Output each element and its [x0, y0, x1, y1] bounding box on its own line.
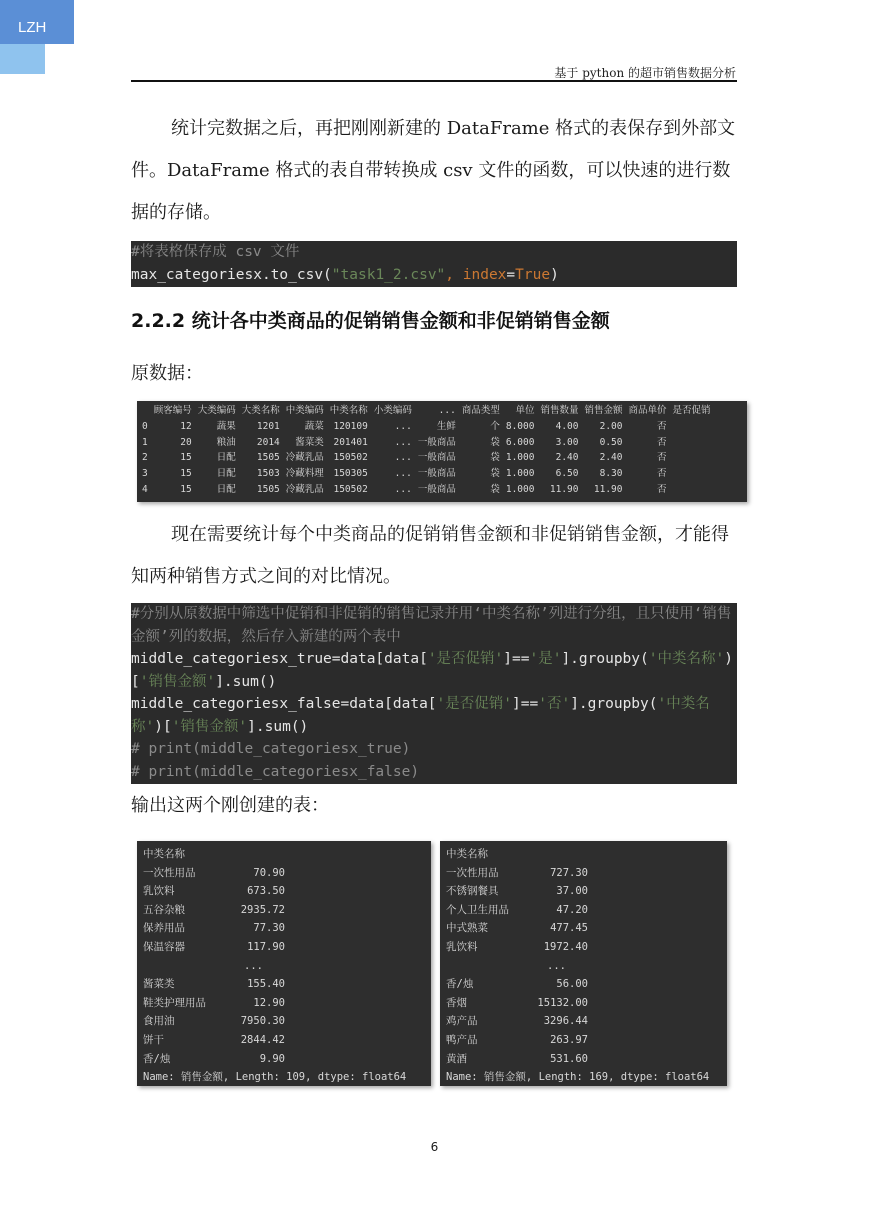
- table-cell: 120109: [333, 420, 368, 432]
- code-comment-print-true: # print(middle_categoriesx_true): [131, 741, 411, 757]
- table-cell: 12: [180, 420, 192, 432]
- series-row: [446, 1050, 721, 1069]
- raw-data-table: [137, 401, 747, 502]
- series-row: [143, 957, 425, 976]
- table-cell: 蔬菜: [304, 420, 324, 432]
- series-row: [446, 1012, 721, 1031]
- table-cell: ...: [394, 483, 412, 495]
- column-header: 中类编码: [285, 405, 324, 416]
- table-cell: 蔬果: [216, 420, 236, 432]
- code-line-true: middle_categoriesx_true=data[data['是否促销']=='是'].groupby('中类名称')['销售金额'].sum(): [131, 651, 733, 690]
- series-row: [143, 864, 425, 883]
- code-comment: #分别从原数据中筛选中促销和非促销的销售记录并用‘中类名称’列进行分组，且只使用‘销售金额’列的数据，然后存入新建的两个表中: [131, 606, 732, 645]
- table-cell: 150502: [333, 483, 368, 495]
- table-cell: 0.50: [599, 436, 623, 448]
- series-key: 一次性用品: [446, 866, 499, 879]
- table-cell: 3: [142, 468, 148, 480]
- table-cell: 一般商品: [417, 436, 456, 448]
- table-cell: 150305: [333, 468, 368, 480]
- code-line: max_categoriesx.to_csv("task1_2.csv", index=True): [131, 266, 559, 283]
- table-cell: 2.00: [599, 420, 623, 432]
- table-cell: 4: [142, 483, 148, 495]
- series-row: [446, 864, 721, 883]
- series-key: 个人卫生用品: [446, 903, 509, 916]
- table-cell: 8.000: [505, 420, 535, 432]
- table-cell: 1: [142, 436, 148, 448]
- table-body: [139, 419, 714, 498]
- column-header: 商品类型: [461, 405, 500, 416]
- table-cell: ...: [394, 420, 412, 432]
- series-row: [143, 1031, 425, 1050]
- series-value: 727.30: [550, 866, 588, 879]
- column-header: 中类名称: [329, 405, 368, 416]
- table-cell: 一般商品: [417, 483, 456, 495]
- series-value: 117.90: [247, 940, 285, 953]
- series-row: [143, 919, 425, 938]
- table-cell: 15: [180, 452, 192, 464]
- column-header: 小类编码: [373, 405, 412, 416]
- series-key: 鞋类护理用品: [143, 996, 206, 1009]
- series-key: 黄酒: [446, 1052, 467, 1065]
- table-row: [139, 482, 714, 498]
- series-value: 531.60: [550, 1052, 588, 1065]
- series-footer: Name: 销售金额, Length: 169, dtype: float64: [446, 1071, 710, 1084]
- series-key: ...: [547, 959, 566, 972]
- column-header: 大类编码: [197, 405, 236, 416]
- series-output-true: [137, 841, 431, 1086]
- table-cell: 150502: [333, 452, 368, 464]
- table-row: [139, 466, 714, 482]
- table-cell: 生鲜: [436, 420, 456, 432]
- series-value: 56.00: [556, 978, 588, 991]
- table-cell: 4.00: [555, 420, 579, 432]
- table-cell: 一般商品: [417, 452, 456, 464]
- series-key: 不锈钢餐具: [446, 885, 499, 898]
- table-cell: 6.50: [555, 468, 579, 480]
- series-key: 中式熟菜: [446, 922, 488, 935]
- series-row: [143, 1050, 425, 1069]
- table-cell: 1.000: [505, 483, 535, 495]
- logo-accent: [0, 44, 45, 74]
- column-header: 顾客编号: [153, 405, 192, 416]
- series-output-false: [440, 841, 727, 1086]
- table-cell: 6.000: [505, 436, 535, 448]
- series-row: [446, 975, 721, 994]
- table-cell: 1503: [256, 468, 280, 480]
- series-value: 77.30: [253, 922, 285, 935]
- series-row: [143, 1012, 425, 1031]
- section-heading: 2.2.2 统计各中类商品的促销销售金额和非促销销售金额: [131, 310, 610, 332]
- table-cell: 20: [180, 436, 192, 448]
- series-row: [446, 901, 721, 920]
- series-header: 中类名称: [143, 848, 185, 860]
- code-comment-print-false: # print(middle_categoriesx_false): [131, 763, 420, 780]
- table-cell: 个: [490, 420, 500, 432]
- column-header: 商品单价: [628, 405, 667, 416]
- series-key: 酱菜类: [143, 978, 175, 991]
- table-cell: 粮油: [216, 436, 236, 448]
- series-key: 五谷杂粮: [143, 903, 185, 916]
- series-value: 37.00: [556, 885, 588, 898]
- series-row: [143, 994, 425, 1013]
- page-number: 6: [430, 1140, 439, 1154]
- table-cell: 8.30: [599, 468, 623, 480]
- series-row: [446, 1031, 721, 1050]
- series-row: [446, 938, 721, 957]
- series-key: 食用油: [143, 1015, 175, 1028]
- series-value: 7950.30: [240, 1015, 285, 1028]
- table-cell: 1.000: [505, 452, 535, 464]
- table-cell: 袋: [490, 436, 500, 448]
- code-block-groupby: [131, 603, 737, 784]
- table-cell: 袋: [490, 452, 500, 464]
- code-line-false: middle_categoriesx_false=data[data['是否促销']=='否'].groupby('中类名称')['销售金额'].sum(): [131, 696, 710, 735]
- series-row: [143, 975, 425, 994]
- table-cell: 日配: [216, 483, 236, 495]
- table-cell: 袋: [490, 468, 500, 480]
- table-cell: 冷藏乳品: [285, 483, 324, 495]
- series-key: 鸭产品: [446, 1033, 478, 1046]
- table-cell: 酱菜类: [295, 436, 324, 448]
- table-cell: 否: [657, 468, 667, 480]
- table-cell: 2: [142, 452, 148, 464]
- series-key: 香/烛: [143, 1052, 171, 1065]
- table-cell: 否: [657, 420, 667, 432]
- series-value: 3296.44: [543, 1015, 588, 1028]
- index-header: [139, 403, 151, 419]
- table-cell: 2014: [256, 436, 280, 448]
- series-value: 263.97: [550, 1033, 588, 1046]
- column-header: 大类名称: [241, 405, 280, 416]
- table-cell: 冷藏料理: [285, 468, 324, 480]
- column-header: 单位: [515, 405, 535, 416]
- series-row: [446, 994, 721, 1013]
- series-key: 一次性用品: [143, 866, 196, 879]
- table-cell: 1201: [256, 420, 280, 432]
- label-raw-data: 原数据：: [131, 363, 203, 384]
- table-cell: 否: [657, 452, 667, 464]
- series-rows: [446, 864, 721, 1069]
- series-row: [446, 882, 721, 901]
- table-cell: 否: [657, 436, 667, 448]
- code-block-save-csv: [131, 241, 737, 287]
- series-key: 香/烛: [446, 978, 474, 991]
- header-rule: [131, 80, 737, 82]
- series-value: 9.90: [259, 1052, 285, 1065]
- column-header: 销售数量: [540, 405, 579, 416]
- running-header: 基于 python 的超市销售数据分析: [554, 66, 736, 80]
- table-row: [139, 435, 714, 451]
- column-header: ...: [438, 405, 456, 416]
- table-cell: 一般商品: [417, 468, 456, 480]
- table-cell: 15: [180, 483, 192, 495]
- series-row: [143, 901, 425, 920]
- series-key: 香烟: [446, 996, 467, 1009]
- column-header: 销售金额: [584, 405, 623, 416]
- logo-text: LZH: [18, 19, 47, 36]
- series-value: 1972.40: [543, 940, 588, 953]
- table-cell: 冷藏乳品: [285, 452, 324, 464]
- series-key: ...: [244, 959, 263, 972]
- paragraph-save-csv: 统计完数据之后，再把刚刚新建的 DataFrame 格式的表保存到外部文件。DataFrame 格式的表自带转换成 csv 文件的函数，可以快速的进行数据的存储。: [131, 118, 736, 223]
- series-key: 乳饮料: [446, 940, 478, 953]
- series-key: 乳饮料: [143, 885, 175, 898]
- table-cell: 11.90: [549, 483, 579, 495]
- series-value: 47.20: [556, 903, 588, 916]
- table-cell: 2.40: [555, 452, 579, 464]
- series-key: 饼干: [143, 1033, 164, 1046]
- series-footer: Name: 销售金额, Length: 109, dtype: float64: [143, 1071, 407, 1084]
- table-cell: 日配: [216, 468, 236, 480]
- table-cell: ...: [394, 452, 412, 464]
- series-row: [446, 957, 721, 976]
- series-value: 673.50: [247, 885, 285, 898]
- table-header-row: [139, 403, 714, 419]
- table-cell: 0: [142, 420, 148, 432]
- series-header: 中类名称: [446, 848, 488, 860]
- table-row: [139, 419, 714, 435]
- column-header: 是否促销: [672, 405, 711, 416]
- table-cell: 日配: [216, 452, 236, 464]
- series-key: 保温容器: [143, 940, 185, 953]
- table-cell: ...: [394, 436, 412, 448]
- series-row: [143, 938, 425, 957]
- table-cell: 201401: [333, 436, 368, 448]
- series-row: [446, 919, 721, 938]
- series-value: 2935.72: [240, 903, 285, 916]
- label-output: 输出这两个刚创建的表：: [131, 795, 329, 816]
- table-cell: 否: [657, 483, 667, 495]
- series-value: 477.45: [550, 922, 588, 935]
- table-cell: ...: [394, 468, 412, 480]
- series-value: 2844.42: [240, 1033, 285, 1046]
- series-key: 鸡产品: [446, 1015, 478, 1028]
- series-value: 15132.00: [537, 996, 588, 1009]
- series-value: 155.40: [247, 978, 285, 991]
- table-cell: 11.90: [593, 483, 623, 495]
- table-cell: 1.000: [505, 468, 535, 480]
- series-value: 70.90: [253, 866, 285, 879]
- table-cell: 袋: [490, 483, 500, 495]
- series-rows: [143, 864, 425, 1069]
- table-cell: 15: [180, 468, 192, 480]
- series-key: 保养用品: [143, 922, 185, 935]
- table-cell: 1505: [256, 452, 280, 464]
- table-row: [139, 450, 714, 466]
- table-cell: 1505: [256, 483, 280, 495]
- table-cell: 2.40: [599, 452, 623, 464]
- table-cell: 3.00: [555, 436, 579, 448]
- series-row: [143, 882, 425, 901]
- paragraph-need: 现在需要统计每个中类商品的促销销售金额和非促销销售金额，才能得知两种销售方式之间的对比情况。: [131, 524, 729, 587]
- series-value: 12.90: [253, 996, 285, 1009]
- code-comment: #将表格保存成 csv 文件: [131, 244, 300, 260]
